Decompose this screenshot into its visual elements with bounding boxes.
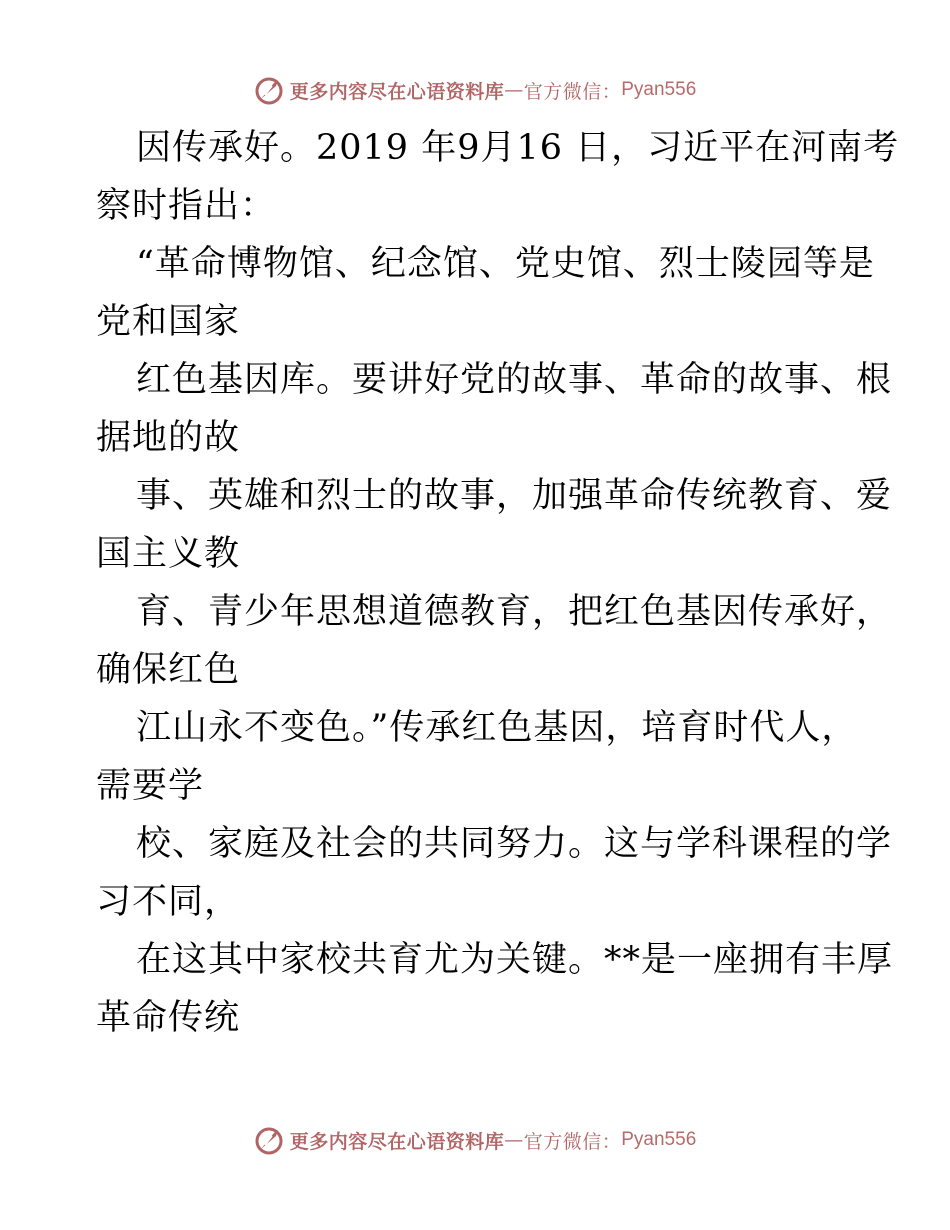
- text-line: 确保红色: [96, 650, 241, 690]
- text-line: 江山永不变色。”传承红色基因，培育时代人，: [136, 708, 858, 748]
- text-line: 育、青少年思想道德教育，把红色基因传承好，: [136, 592, 893, 632]
- text-line: 革命传统: [96, 998, 241, 1038]
- text-line: 校、家庭及社会的共同努力。这与学科课程的学: [136, 824, 893, 864]
- text-line: 习不同，: [96, 882, 241, 922]
- body-text: [96, 119, 900, 1047]
- watermark-official-label: 官方微信：: [523, 1130, 622, 1153]
- header-watermark: [0, 70, 950, 110]
- text-line: 党和国家: [96, 302, 241, 342]
- text-line: 察时指出：: [96, 186, 277, 226]
- text-line: 因传承好。2019 年9月16 日，习近平在河南考: [136, 128, 900, 168]
- watermark-separator: —: [504, 1129, 524, 1151]
- quill-logo-icon: [254, 1124, 286, 1156]
- watermark-official-label: 官方微信：: [523, 80, 622, 103]
- text-line: 红色基因库。要讲好党的故事、革命的故事、根: [136, 360, 893, 400]
- text-line: 据地的故: [96, 418, 241, 458]
- text-line: 国主义教: [96, 534, 241, 574]
- watermark-site-text: 更多内容尽在心语资料库: [289, 80, 505, 103]
- quill-logo-icon: [254, 74, 286, 106]
- footer-watermark: [0, 1120, 950, 1160]
- text-line: “革命博物馆、纪念馆、党史馆、烈士陵园等是: [136, 244, 875, 284]
- text-line: 需要学: [96, 766, 205, 806]
- watermark-site-text: 更多内容尽在心语资料库: [289, 1130, 505, 1153]
- watermark-wechat-id: Pyan556: [621, 79, 697, 100]
- text-line: 在这其中家校共育尤为关键。**是一座拥有丰厚: [136, 940, 894, 980]
- watermark-separator: —: [504, 79, 524, 101]
- watermark-wechat-id: Pyan556: [621, 1129, 697, 1150]
- text-line: 事、英雄和烈士的故事，加强革命传统教育、爱: [136, 476, 893, 516]
